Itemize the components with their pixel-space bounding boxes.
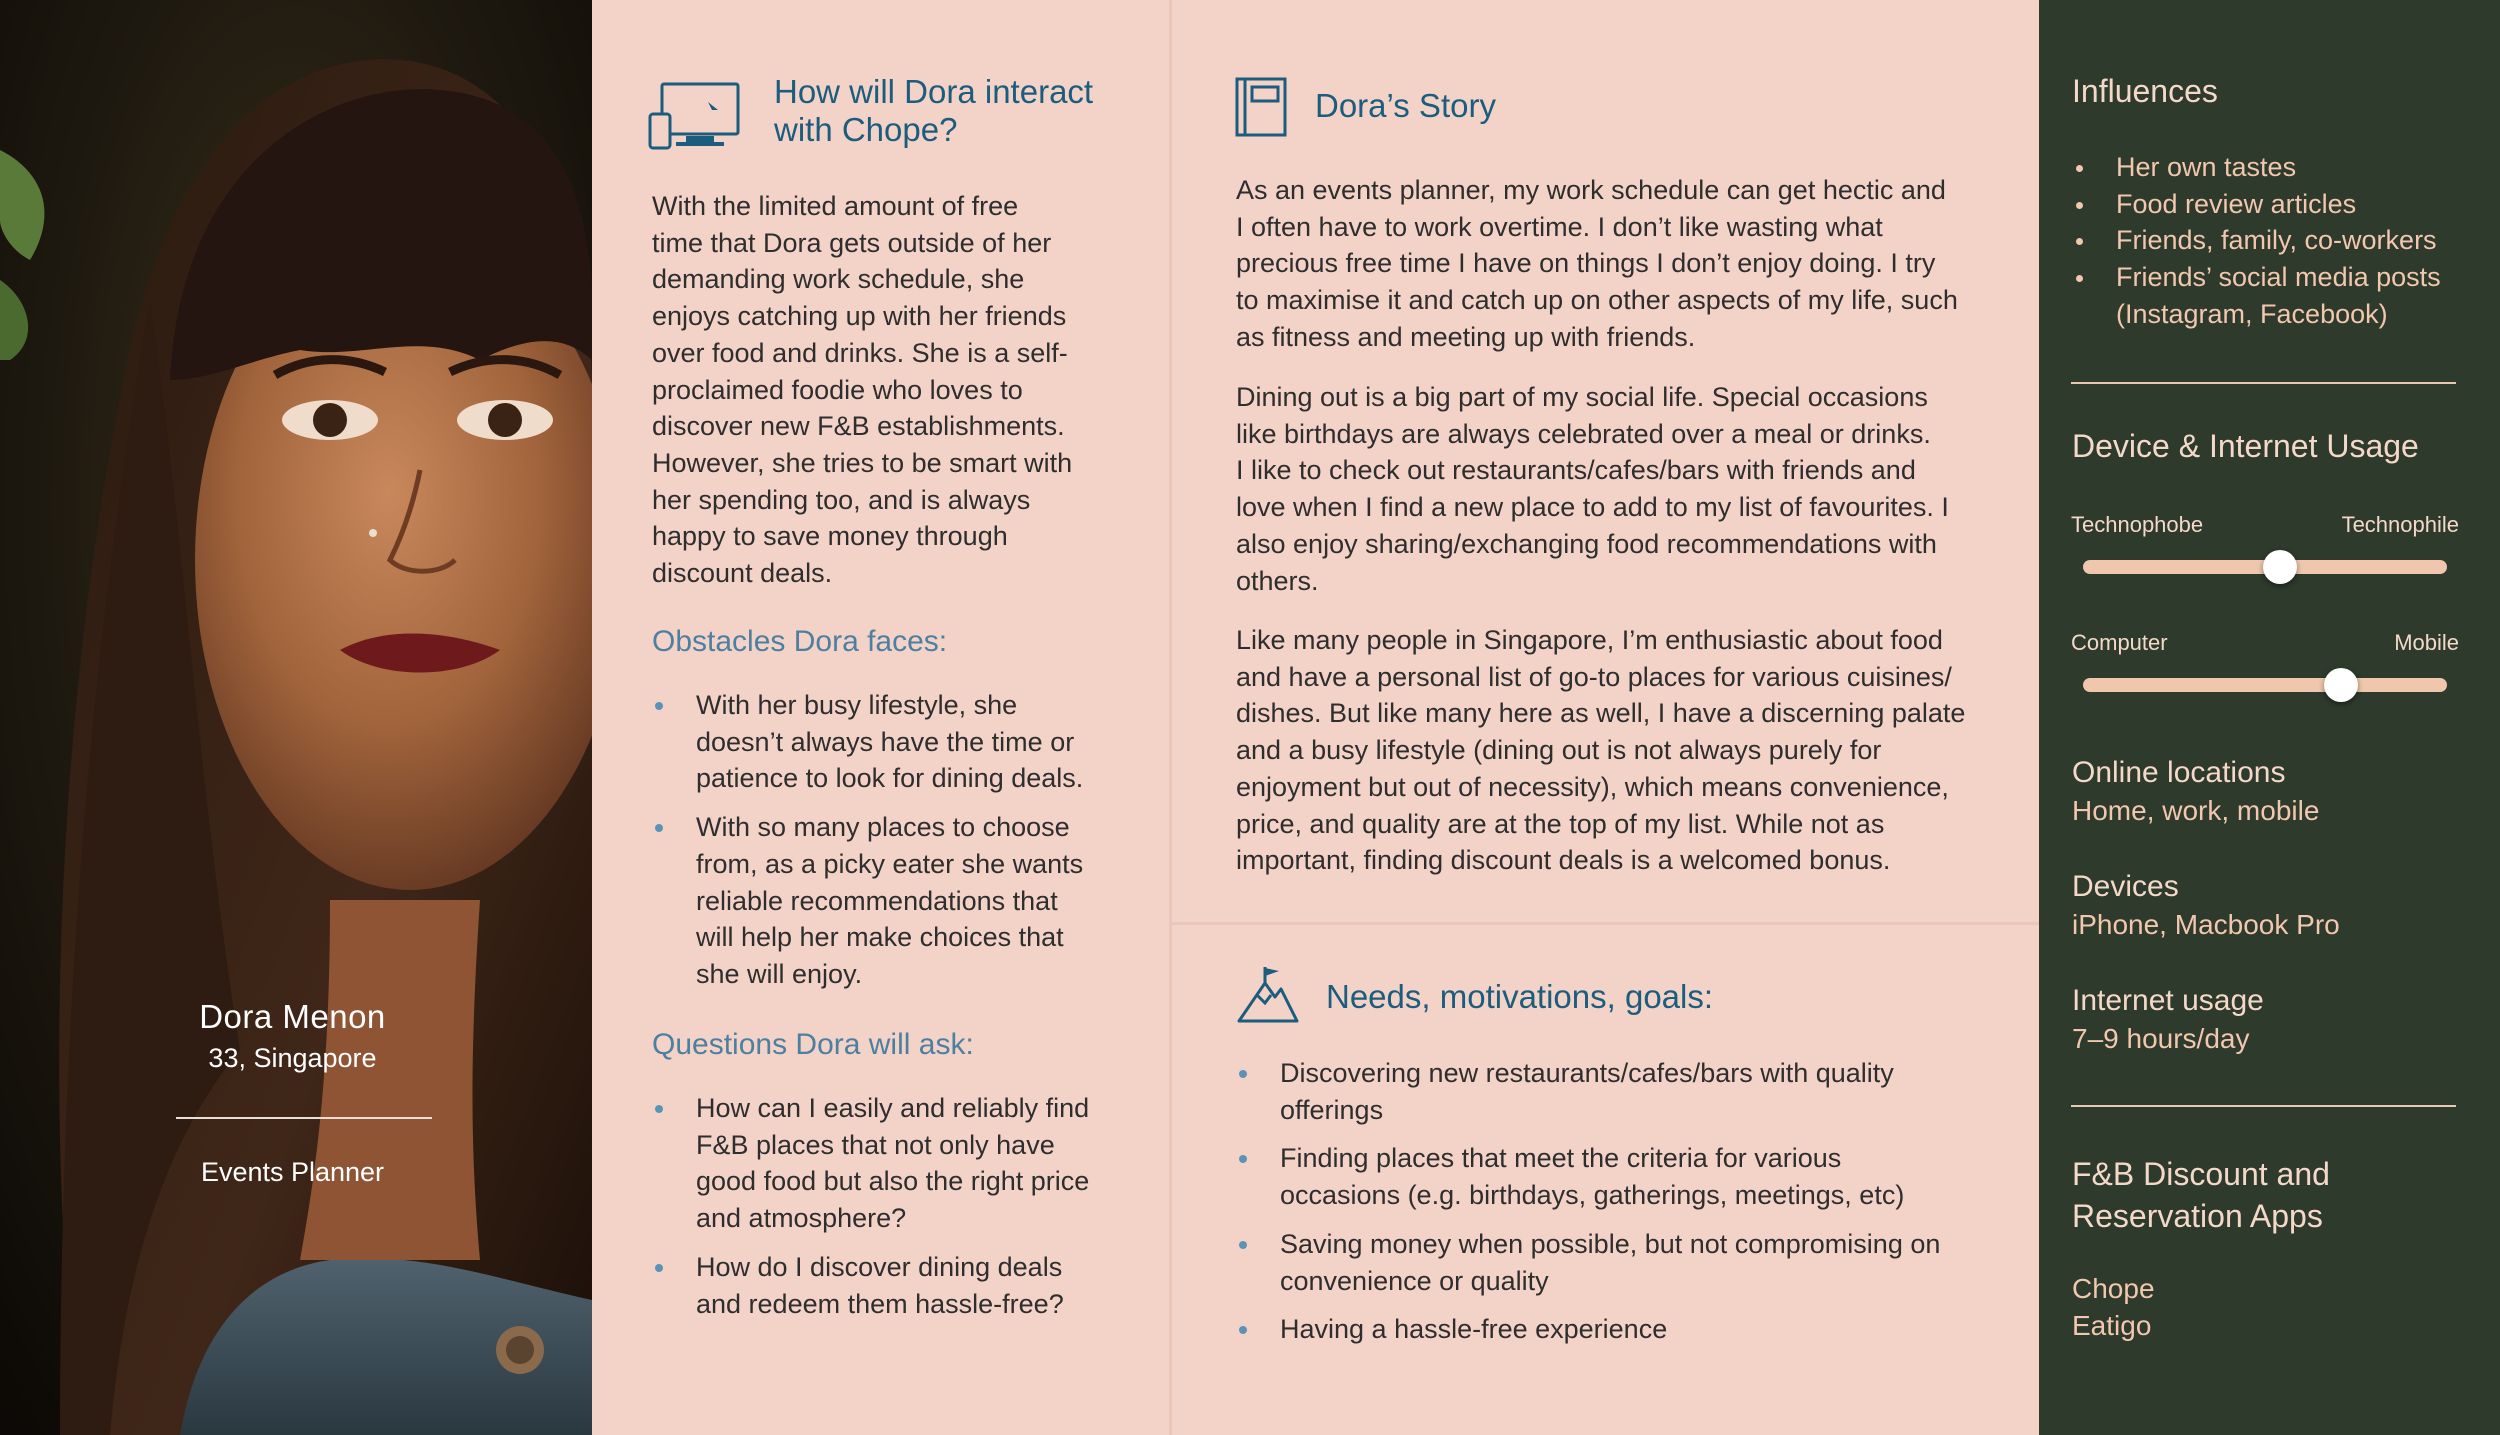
- body-line: happy to save money through: [652, 521, 1008, 552]
- body-line: time that Dora gets outside of her: [652, 227, 1052, 258]
- body-line: Dining out is a big part of my social life. Special occasions: [1236, 382, 1928, 412]
- list-item: [652, 809, 1083, 993]
- item-line: offerings: [1280, 1094, 1384, 1125]
- item-line: patience to look for dining deals.: [696, 763, 1084, 794]
- body-line: I like to check out restaurants/cafes/bars with friends and: [1236, 455, 1916, 486]
- mountain-flag-icon: [1235, 965, 1301, 1025]
- devices-icon: [648, 80, 744, 152]
- item-line: Having a hassle-free experience: [1280, 1314, 1668, 1345]
- body-line: As an events planner, my work schedule can get hectic and: [1236, 175, 1946, 205]
- app-chope: Chope: [2072, 1273, 2155, 1304]
- item-line: Friends, family, co-workers: [2116, 225, 2437, 256]
- devices-value: iPhone, Macbook Pro: [2072, 909, 2340, 940]
- item-line: will help her make choices that: [696, 922, 1064, 953]
- body-line: price, and quality are at the top of my list. While not as: [1236, 808, 1885, 839]
- item-line: from, as a picky eater she wants: [696, 848, 1084, 879]
- list-item: [1236, 1055, 1940, 1128]
- body-line: proclaimed foodie who loves to: [652, 374, 1023, 405]
- persona-divider: [176, 1117, 432, 1119]
- slider-mobile-label: Mobile: [2394, 630, 2459, 655]
- online-locations-value: Home, work, mobile: [2072, 795, 2320, 826]
- panel-divider: [2071, 1105, 2456, 1107]
- internet-usage-label: Internet usage: [2072, 984, 2264, 1017]
- item-line: convenience or quality: [1280, 1265, 1549, 1296]
- app-eatigo: Eatigo: [2072, 1310, 2152, 1341]
- body-line: discover new F&B establishments.: [652, 411, 1065, 442]
- story-paragraph-2: [1236, 379, 1949, 599]
- item-line: doesn’t always have the time or: [696, 726, 1075, 757]
- body-line: to maximise it and catch up on other aspects of my life, such: [1236, 285, 1958, 316]
- body-line: With the limited amount of free: [652, 191, 1019, 221]
- body-line: her spending too, and is always: [652, 484, 1031, 515]
- slider-computer-label: Computer: [2071, 630, 2168, 655]
- apps-title-line1: F&B Discount and: [2072, 1156, 2330, 1192]
- obstacles-list: [652, 687, 1083, 1005]
- story-paragraph-1: [1236, 172, 1958, 356]
- body-line: enjoyment but out of necessity), which means convenience,: [1236, 771, 1949, 802]
- obstacles-title: Obstacles Dora faces:: [652, 625, 948, 658]
- persona-job-title: Events Planner: [200, 1157, 385, 1187]
- list-item: [1236, 1140, 1940, 1213]
- slider-technophile-label: Technophile: [2341, 512, 2459, 537]
- list-item: [2072, 149, 2441, 186]
- list-item: [2072, 186, 2441, 223]
- list-item: [1236, 1311, 1940, 1348]
- questions-title: Questions Dora will ask:: [652, 1028, 974, 1061]
- story-column: [1171, 0, 2039, 1435]
- persona-age-location: 33, Singapore: [208, 1043, 377, 1073]
- list-item: [2072, 222, 2441, 259]
- item-line: and redeem them hassle-free?: [696, 1288, 1064, 1319]
- item-line: Saving money when possible, but not compromising on: [1280, 1228, 1941, 1259]
- body-line: love when I find a new place to add to my list of favourites. I: [1236, 492, 1949, 523]
- body-line: precious free time I have on things I don’t enjoy doing. I try: [1236, 248, 1936, 279]
- item-line: and atmosphere?: [696, 1203, 907, 1234]
- device-preference-slider[interactable]: [2083, 678, 2447, 692]
- interaction-column: [592, 0, 1170, 1435]
- story-paragraph-3: [1236, 622, 1965, 879]
- internet-usage-value: 7–9 hours/day: [2072, 1023, 2250, 1054]
- devices-label: Devices: [2072, 870, 2179, 903]
- tech-affinity-slider[interactable]: [2083, 560, 2447, 574]
- profile-side-panel: [2039, 0, 2500, 1435]
- list-item: [652, 687, 1083, 797]
- item-line: she will enjoy.: [696, 958, 863, 989]
- body-line: demanding work schedule, she: [652, 264, 1025, 295]
- persona-portrait-image: [0, 0, 592, 1435]
- item-line: good food but also the right price: [696, 1166, 1090, 1197]
- item-line: Her own tastes: [2116, 152, 2297, 182]
- apps-title: [2072, 1153, 2330, 1237]
- item-line: Discovering new restaurants/cafes/bars with quality: [1280, 1058, 1894, 1088]
- persona-name: Dora Menon: [199, 998, 386, 1035]
- item-line: (Instagram, Facebook): [2116, 298, 2388, 329]
- influences-list: [2072, 149, 2441, 333]
- body-line: enjoys catching up with her friends: [652, 301, 1067, 332]
- body-line: I often have to work overtime. I don’t like wasting what: [1236, 211, 1883, 242]
- slider-technophobe-label: Technophobe: [2071, 512, 2204, 537]
- body-line: Like many people in Singapore, I’m enthusiastic about food: [1236, 625, 1943, 655]
- body-line: others.: [1236, 565, 1319, 596]
- tech-affinity-slider-knob[interactable]: [2263, 550, 2297, 584]
- body-line: as fitness and meeting up with friends.: [1236, 321, 1696, 352]
- body-line: important, finding discount deals is a welcomed bonus.: [1236, 845, 1891, 876]
- interact-body: [652, 188, 1072, 592]
- item-line: Food review articles: [2116, 188, 2357, 219]
- body-line: dishes. But like many here as well, I have a discerning palate: [1236, 698, 1966, 729]
- panel-divider: [2071, 382, 2456, 384]
- list-item: [652, 1090, 1089, 1237]
- persona-photo-panel: [0, 0, 592, 1435]
- apps-title-line2: Reservation Apps: [2072, 1198, 2323, 1234]
- item-line: Friends’ social media posts: [2116, 262, 2441, 293]
- interact-title: [774, 73, 1093, 149]
- interact-title-line1: How will Dora interact: [774, 73, 1094, 110]
- body-line: like birthdays are always celebrated over a meal or drinks.: [1236, 418, 1931, 449]
- influences-title: Influences: [2072, 73, 2218, 109]
- body-line: also enjoy sharing/exchanging food recommendations with: [1236, 528, 1937, 559]
- list-item: [652, 1249, 1089, 1322]
- item-line: With her busy lifestyle, she: [696, 690, 1018, 720]
- device-usage-title: Device & Internet Usage: [2072, 428, 2419, 464]
- body-line: and have a personal list of go-to places for various cuisines/: [1236, 661, 1952, 692]
- interact-title-line2: with Chope?: [774, 111, 958, 148]
- body-line: over food and drinks. She is a self-: [652, 337, 1068, 368]
- list-item: [2072, 259, 2441, 332]
- body-line: and a busy lifestyle (dining out is not always purely for: [1236, 735, 1882, 766]
- online-locations-label: Online locations: [2072, 756, 2286, 789]
- item-line: With so many places to choose: [696, 812, 1070, 843]
- book-icon: [1235, 77, 1287, 137]
- questions-list: [652, 1090, 1089, 1334]
- item-line: How can I easily and reliably find: [696, 1093, 1090, 1123]
- item-line: occasions (e.g. birthdays, gatherings, meetings, etc): [1280, 1180, 1905, 1211]
- story-title: Dora’s Story: [1315, 87, 1496, 124]
- needs-title: Needs, motivations, goals:: [1326, 978, 1714, 1015]
- list-item: [1236, 1226, 1940, 1299]
- item-line: How do I discover dining deals: [696, 1251, 1063, 1282]
- body-line: However, she tries to be smart with: [652, 447, 1073, 478]
- device-preference-slider-knob[interactable]: [2324, 668, 2358, 702]
- body-line: discount deals.: [652, 558, 833, 589]
- item-line: F&B places that not only have: [696, 1129, 1055, 1160]
- item-line: Finding places that meet the criteria for various: [1280, 1143, 1842, 1174]
- item-line: reliable recommendations that: [696, 885, 1058, 916]
- needs-list: [1236, 1055, 1940, 1360]
